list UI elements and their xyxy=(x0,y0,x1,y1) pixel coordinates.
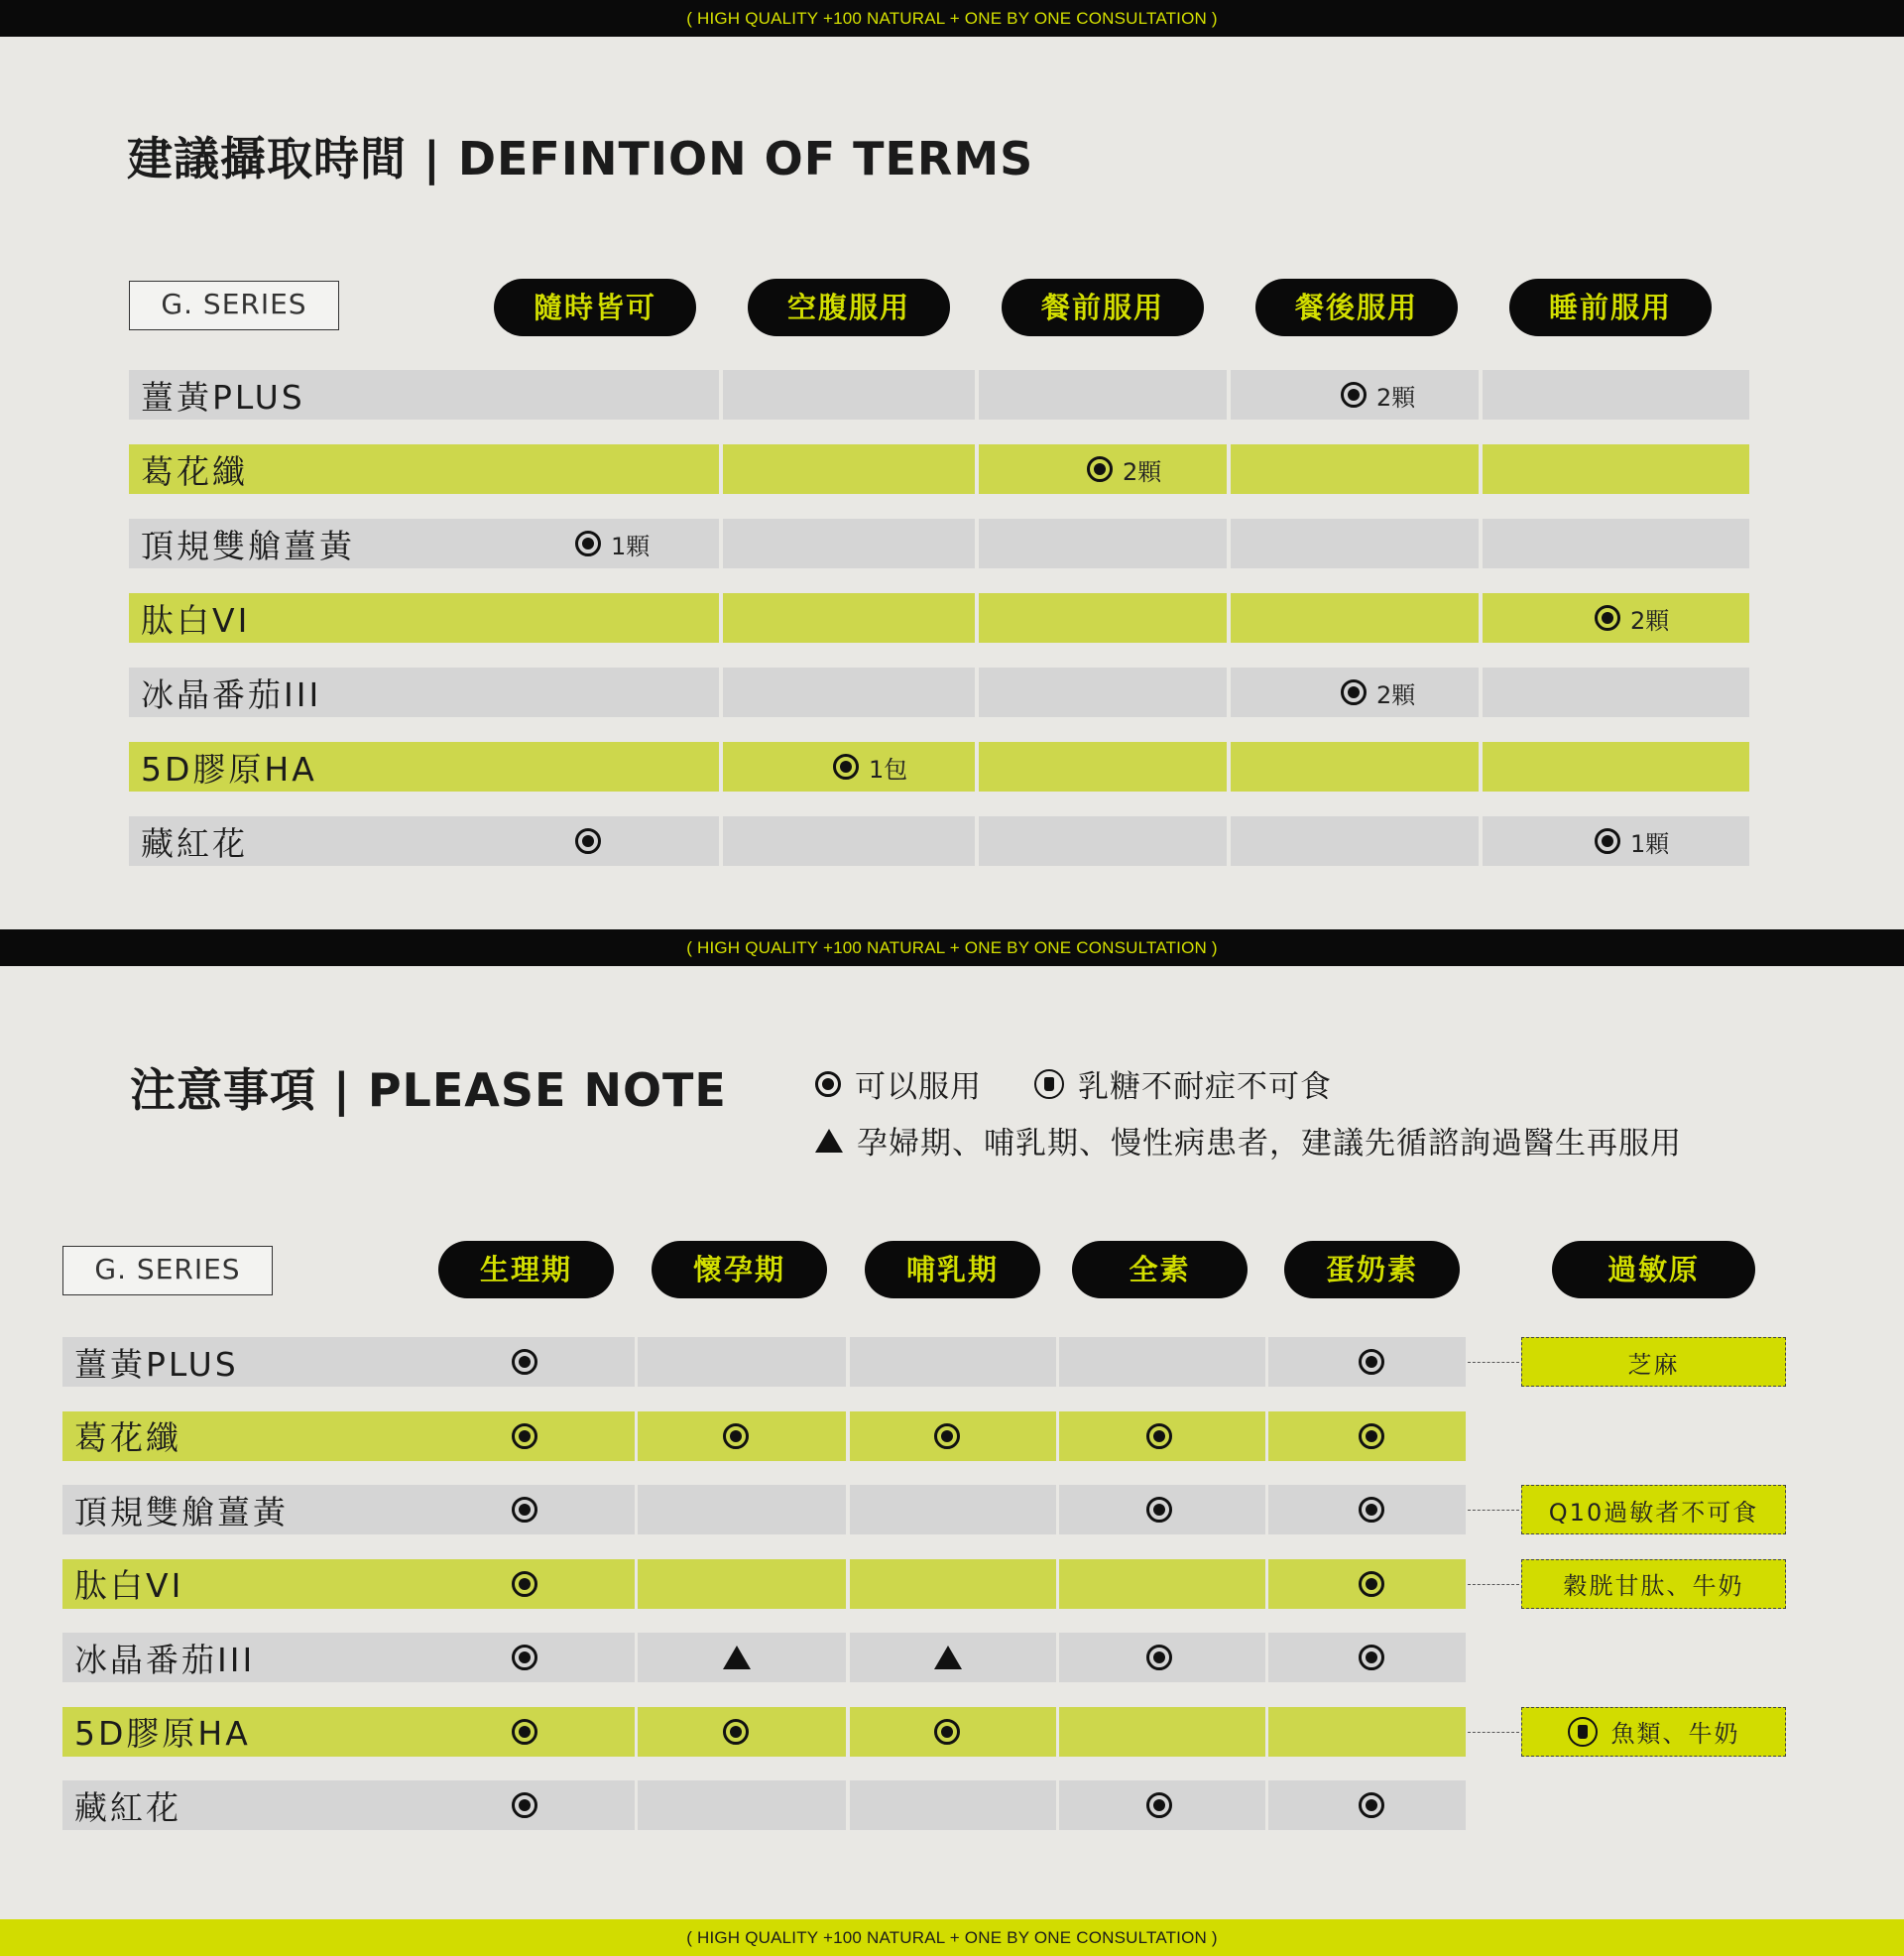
dot-icon xyxy=(512,1497,537,1523)
allergen-text: 魚類、牛奶 xyxy=(1610,1720,1740,1748)
suitability-mark xyxy=(1146,1497,1172,1523)
leader-line xyxy=(1468,1362,1519,1363)
allergen-box xyxy=(1521,1707,1786,1757)
suitability-mark xyxy=(723,1719,749,1745)
dot-icon xyxy=(575,531,601,556)
dot-icon xyxy=(1595,828,1620,854)
dot-icon xyxy=(512,1792,537,1818)
table-cell xyxy=(723,593,975,643)
table-row xyxy=(0,593,1904,643)
table-cell xyxy=(850,1485,1056,1534)
dot-icon xyxy=(1087,456,1113,482)
dot-icon xyxy=(1359,1571,1384,1597)
allergen-text: 芝麻 xyxy=(1627,1350,1680,1379)
dot-icon xyxy=(1146,1645,1172,1670)
suitability-mark xyxy=(512,1349,537,1375)
suitability-mark xyxy=(1359,1349,1384,1375)
column-header-pill: 餐後服用 xyxy=(1255,279,1458,336)
table-cell xyxy=(1231,742,1479,792)
table-cell xyxy=(723,444,975,494)
leader-line xyxy=(1468,1732,1519,1733)
dot-icon xyxy=(1359,1792,1384,1818)
suitability-mark xyxy=(934,1719,960,1745)
dose-mark xyxy=(1087,454,1161,484)
column-header-pill: 全素 xyxy=(1072,1241,1248,1298)
suitability-mark xyxy=(723,1646,751,1669)
table-cell xyxy=(723,519,975,568)
product-name: 冰晶番茄III xyxy=(74,1640,256,1679)
dose-mark xyxy=(1341,380,1415,410)
table-row xyxy=(0,1337,1904,1387)
product-name: 5D膠原HA xyxy=(74,1714,251,1753)
table-cell xyxy=(1231,816,1479,866)
table-cell xyxy=(850,1559,1056,1609)
dot-icon xyxy=(1341,679,1367,705)
table-row xyxy=(0,1707,1904,1757)
table-cell xyxy=(1483,668,1749,717)
product-name: 5D膠原HA xyxy=(141,749,317,789)
column-header-pill: 隨時皆可 xyxy=(494,279,696,336)
dot-icon xyxy=(1146,1423,1172,1449)
dose-text: 1顆 xyxy=(1630,829,1670,858)
suitability-mark xyxy=(512,1423,537,1449)
column-header-pill: 空腹服用 xyxy=(748,279,950,336)
table-cell xyxy=(1268,1707,1466,1757)
dose-text: 1包 xyxy=(869,755,908,784)
suitability-mark xyxy=(934,1423,960,1449)
suitability-mark xyxy=(1359,1792,1384,1818)
dot-icon xyxy=(1359,1423,1384,1449)
table-cell xyxy=(638,1559,846,1609)
leader-line xyxy=(1468,1584,1519,1585)
table-cell xyxy=(723,370,975,420)
product-name: 藏紅花 xyxy=(141,823,248,863)
suitability-mark xyxy=(1359,1571,1384,1597)
legend-ok-label: 可以服用 xyxy=(855,1069,982,1105)
leader-line xyxy=(1468,1510,1519,1511)
triangle-icon xyxy=(723,1646,751,1669)
dot-icon xyxy=(512,1645,537,1670)
dose-text: 2顆 xyxy=(1123,457,1162,486)
product-name: 肽白VI xyxy=(74,1566,184,1605)
product-name: 薑黃PLUS xyxy=(74,1344,239,1384)
column-header-pill: 哺乳期 xyxy=(865,1241,1040,1298)
product-name: 葛花纖 xyxy=(74,1418,181,1457)
table-row xyxy=(0,1485,1904,1534)
dose-text: 2顆 xyxy=(1376,680,1416,709)
table-row xyxy=(0,1559,1904,1609)
allergen-text: Q10過敏者不可食 xyxy=(1548,1498,1759,1527)
legend-lactose xyxy=(1034,1061,1332,1106)
table-cell xyxy=(1483,742,1749,792)
dose-mark xyxy=(575,826,601,856)
dot-icon xyxy=(934,1423,960,1449)
column-header-pill: 餐前服用 xyxy=(1002,279,1204,336)
dose-text: 2顆 xyxy=(1630,606,1670,635)
triangle-icon xyxy=(815,1129,843,1153)
suitability-mark xyxy=(1146,1645,1172,1670)
table-cell xyxy=(1059,1707,1265,1757)
table-row xyxy=(0,816,1904,866)
table-cell xyxy=(638,1780,846,1830)
allergen-header-pill: 過敏原 xyxy=(1552,1241,1755,1298)
column-header-pill: 睡前服用 xyxy=(1509,279,1712,336)
table-cell xyxy=(1231,444,1479,494)
table-cell xyxy=(1483,370,1749,420)
suitability-mark xyxy=(1359,1497,1384,1523)
product-name: 藏紅花 xyxy=(74,1787,181,1827)
table-row xyxy=(0,742,1904,792)
allergen-box xyxy=(1521,1485,1786,1534)
suitability-mark xyxy=(1146,1423,1172,1449)
milk-bottle-icon xyxy=(1568,1717,1598,1747)
table-cell xyxy=(979,370,1227,420)
dot-icon xyxy=(934,1719,960,1745)
legend-ok xyxy=(815,1061,982,1106)
dot-icon xyxy=(815,1071,841,1097)
product-name: 薑黃PLUS xyxy=(141,377,305,417)
section1-title: 建議攝取時間 | DEFINTION OF TERMS xyxy=(127,132,1034,185)
allergen-box xyxy=(1521,1337,1786,1387)
dot-icon xyxy=(1146,1497,1172,1523)
table-cell xyxy=(979,816,1227,866)
dot-icon xyxy=(512,1349,537,1375)
dot-icon xyxy=(833,754,859,780)
column-header-pill: 蛋奶素 xyxy=(1284,1241,1460,1298)
table-row xyxy=(0,444,1904,494)
table-row xyxy=(0,370,1904,420)
top-banner: ( HIGH QUALITY +100 NATURAL + ONE BY ONE CONSULTATION ) xyxy=(0,0,1904,37)
triangle-icon xyxy=(934,1646,962,1669)
suitability-mark xyxy=(512,1792,537,1818)
suitability-mark xyxy=(723,1423,749,1449)
dot-icon xyxy=(1359,1497,1384,1523)
table-cell xyxy=(979,593,1227,643)
dose-mark xyxy=(1341,677,1415,707)
suitability-mark xyxy=(512,1571,537,1597)
product-name: 冰晶番茄III xyxy=(141,674,322,714)
dose-mark xyxy=(833,752,907,782)
table-cell xyxy=(979,668,1227,717)
legend-caution xyxy=(815,1118,1682,1162)
section1-series-label: G. SERIES xyxy=(129,281,339,330)
legend-caution-label: 孕婦期、哺乳期、慢性病患者，建議先循諮詢過醫生再服用 xyxy=(857,1126,1682,1161)
table-cell xyxy=(1231,519,1479,568)
product-name: 葛花纖 xyxy=(141,451,248,491)
table-cell xyxy=(1059,1559,1265,1609)
table-cell xyxy=(979,742,1227,792)
dot-icon xyxy=(723,1719,749,1745)
table-cell xyxy=(723,668,975,717)
table-cell xyxy=(1059,1337,1265,1387)
table-cell xyxy=(1483,519,1749,568)
table-cell xyxy=(979,519,1227,568)
table-row xyxy=(0,1780,1904,1830)
milk-bottle-icon xyxy=(1034,1069,1064,1099)
column-header-pill: 生理期 xyxy=(438,1241,614,1298)
table-cell xyxy=(850,1337,1056,1387)
dose-mark xyxy=(1595,826,1669,856)
suitability-mark xyxy=(1359,1645,1384,1670)
table-cell xyxy=(638,1337,846,1387)
dose-mark xyxy=(575,529,650,558)
table-cell xyxy=(723,816,975,866)
dot-icon xyxy=(575,828,601,854)
table-row xyxy=(0,519,1904,568)
section2-series-label: G. SERIES xyxy=(62,1246,273,1295)
dot-icon xyxy=(1146,1792,1172,1818)
table-cell xyxy=(638,1485,846,1534)
dot-icon xyxy=(512,1423,537,1449)
dot-icon xyxy=(1341,382,1367,408)
allergen-box xyxy=(1521,1559,1786,1609)
suitability-mark xyxy=(512,1645,537,1670)
table-cell xyxy=(1231,593,1479,643)
suitability-mark xyxy=(512,1719,537,1745)
product-name: 頂規雙艙薑黃 xyxy=(141,526,355,565)
table-row xyxy=(0,1633,1904,1682)
table-cell xyxy=(1483,444,1749,494)
section2-title: 注意事項 | PLEASE NOTE xyxy=(130,1063,727,1117)
dot-icon xyxy=(512,1719,537,1745)
dose-text: 1顆 xyxy=(611,532,651,560)
dose-text: 2顆 xyxy=(1376,383,1416,412)
suitability-mark xyxy=(512,1497,537,1523)
allergen-text: 穀胱甘肽、牛奶 xyxy=(1563,1572,1744,1600)
dot-icon xyxy=(723,1423,749,1449)
dose-mark xyxy=(1595,603,1669,633)
product-name: 頂規雙艙薑黃 xyxy=(74,1492,289,1531)
middle-banner: ( HIGH QUALITY +100 NATURAL + ONE BY ONE CONSULTATION ) xyxy=(0,929,1904,966)
column-header-pill: 懷孕期 xyxy=(652,1241,827,1298)
bottom-banner: ( HIGH QUALITY +100 NATURAL + ONE BY ONE CONSULTATION ) xyxy=(0,1919,1904,1956)
table-row xyxy=(0,668,1904,717)
product-name: 肽白VI xyxy=(141,600,251,640)
table-cell xyxy=(850,1780,1056,1830)
dot-icon xyxy=(512,1571,537,1597)
dot-icon xyxy=(1359,1645,1384,1670)
table-row xyxy=(0,1411,1904,1461)
dot-icon xyxy=(1359,1349,1384,1375)
suitability-mark xyxy=(934,1646,962,1669)
dot-icon xyxy=(1595,605,1620,631)
suitability-mark xyxy=(1359,1423,1384,1449)
legend-lactose-label: 乳糖不耐症不可食 xyxy=(1078,1069,1332,1105)
suitability-mark xyxy=(1146,1792,1172,1818)
